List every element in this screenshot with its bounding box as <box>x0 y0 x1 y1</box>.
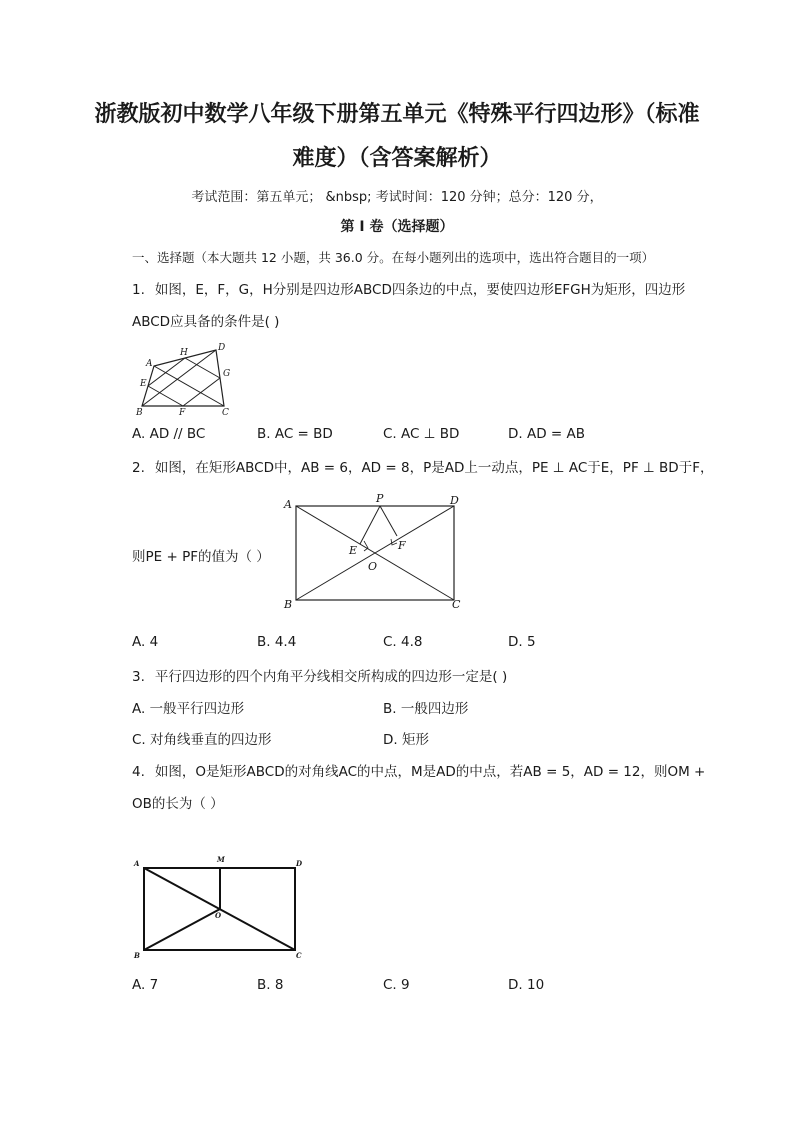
label-A: A <box>146 359 153 369</box>
label-G: G <box>223 369 231 379</box>
label-C: C <box>296 951 302 960</box>
label-D: D <box>218 343 226 353</box>
q4-option-b[interactable]: B. 8 <box>257 977 284 993</box>
label-M: M <box>217 855 225 864</box>
label-H: H <box>180 348 188 358</box>
question-3 <box>132 665 507 689</box>
label-F: F <box>398 539 406 552</box>
label-C: C <box>222 408 229 418</box>
question-number: 2. <box>132 460 145 476</box>
q1-option-d[interactable]: D. AD = AB <box>508 426 585 442</box>
label-B: B <box>136 408 143 418</box>
label-E: E <box>349 544 358 557</box>
q4-option-c[interactable]: C. 9 <box>383 977 410 993</box>
figure-q1-quadrilateral <box>132 340 242 420</box>
question-text-line1: 如图，在矩形ABCD中，AB = 6，AD = 8，P是AD上一动点，PE ⊥ AC于E，PF ⊥ BD于F， <box>154 460 714 476</box>
question-1 <box>132 278 685 302</box>
title-line-2: 难度）（含答案解析） <box>292 145 502 171</box>
question-number: 1. <box>132 282 145 298</box>
label-D: D <box>450 494 459 507</box>
label-A: A <box>284 498 292 511</box>
question-text-line1: 如图，E，F，G，H分别是四边形ABCD四条边的中点，要使四边形EFGH为矩形，四边形 <box>154 282 686 298</box>
label-O: O <box>215 911 222 920</box>
q3-option-c[interactable]: C. 对角线垂直的四边形 <box>132 732 272 748</box>
label-E: E <box>140 379 147 389</box>
question-4 <box>132 760 705 784</box>
q1-option-c[interactable]: C. AC ⊥ BD <box>383 426 460 442</box>
question-2-line2: 则PE + PF的值为（ ） <box>132 549 270 565</box>
label-F: F <box>179 408 186 418</box>
figure-q2-rectangle <box>280 490 470 615</box>
question-2 <box>132 456 713 480</box>
figure-q4-rectangle <box>128 850 318 960</box>
exam-meta: 考试范围：第五单元； &nbsp; 考试时间：120 分钟；总分：120 分， <box>191 190 603 205</box>
q3-option-a[interactable]: A. 一般平行四边形 <box>132 701 245 717</box>
document-title <box>60 92 734 180</box>
q2-option-d[interactable]: D. 5 <box>508 634 536 650</box>
instructions: 一、选择题（本大题共 12 小题，共 36.0 分。在每小题列出的选项中，选出符合题目的一项） <box>132 250 655 265</box>
title-line-1: 浙教版初中数学八年级下册第五单元《特殊平行四边形》（标准 <box>94 101 700 127</box>
q3-option-d[interactable]: D. 矩形 <box>383 732 429 748</box>
q1-option-b[interactable]: B. AC = BD <box>257 426 333 442</box>
q2-option-c[interactable]: C. 4.8 <box>383 634 423 650</box>
question-number: 3. <box>132 669 145 685</box>
question-text-line1: 平行四边形的四个内角平分线相交所构成的四边形一定是( ) <box>154 669 508 685</box>
label-A: A <box>134 859 140 868</box>
q2-option-b[interactable]: B. 4.4 <box>257 634 297 650</box>
label-O: O <box>368 560 378 573</box>
label-P: P <box>376 492 384 505</box>
label-C: C <box>452 598 461 611</box>
question-1-line2: ABCD应具备的条件是( ) <box>132 314 280 330</box>
question-text-line1: 如图，O是矩形ABCD的对角线AC的中点，M是AD的中点，若AB = 5，AD = 12，则OM + <box>154 764 706 780</box>
q2-option-a[interactable]: A. 4 <box>132 634 159 650</box>
label-D: D <box>296 859 303 868</box>
q4-option-a[interactable]: A. 7 <box>132 977 159 993</box>
q1-option-a[interactable]: A. AD // BC <box>132 426 206 442</box>
question-number: 4. <box>132 764 145 780</box>
label-B: B <box>284 598 293 611</box>
section-heading: 第 I 卷（选择题） <box>340 219 454 235</box>
q4-option-d[interactable]: D. 10 <box>508 977 545 993</box>
label-B: B <box>134 951 140 960</box>
question-4-line2: OB的长为（ ） <box>132 796 224 812</box>
q3-option-b[interactable]: B. 一般四边形 <box>383 701 469 717</box>
